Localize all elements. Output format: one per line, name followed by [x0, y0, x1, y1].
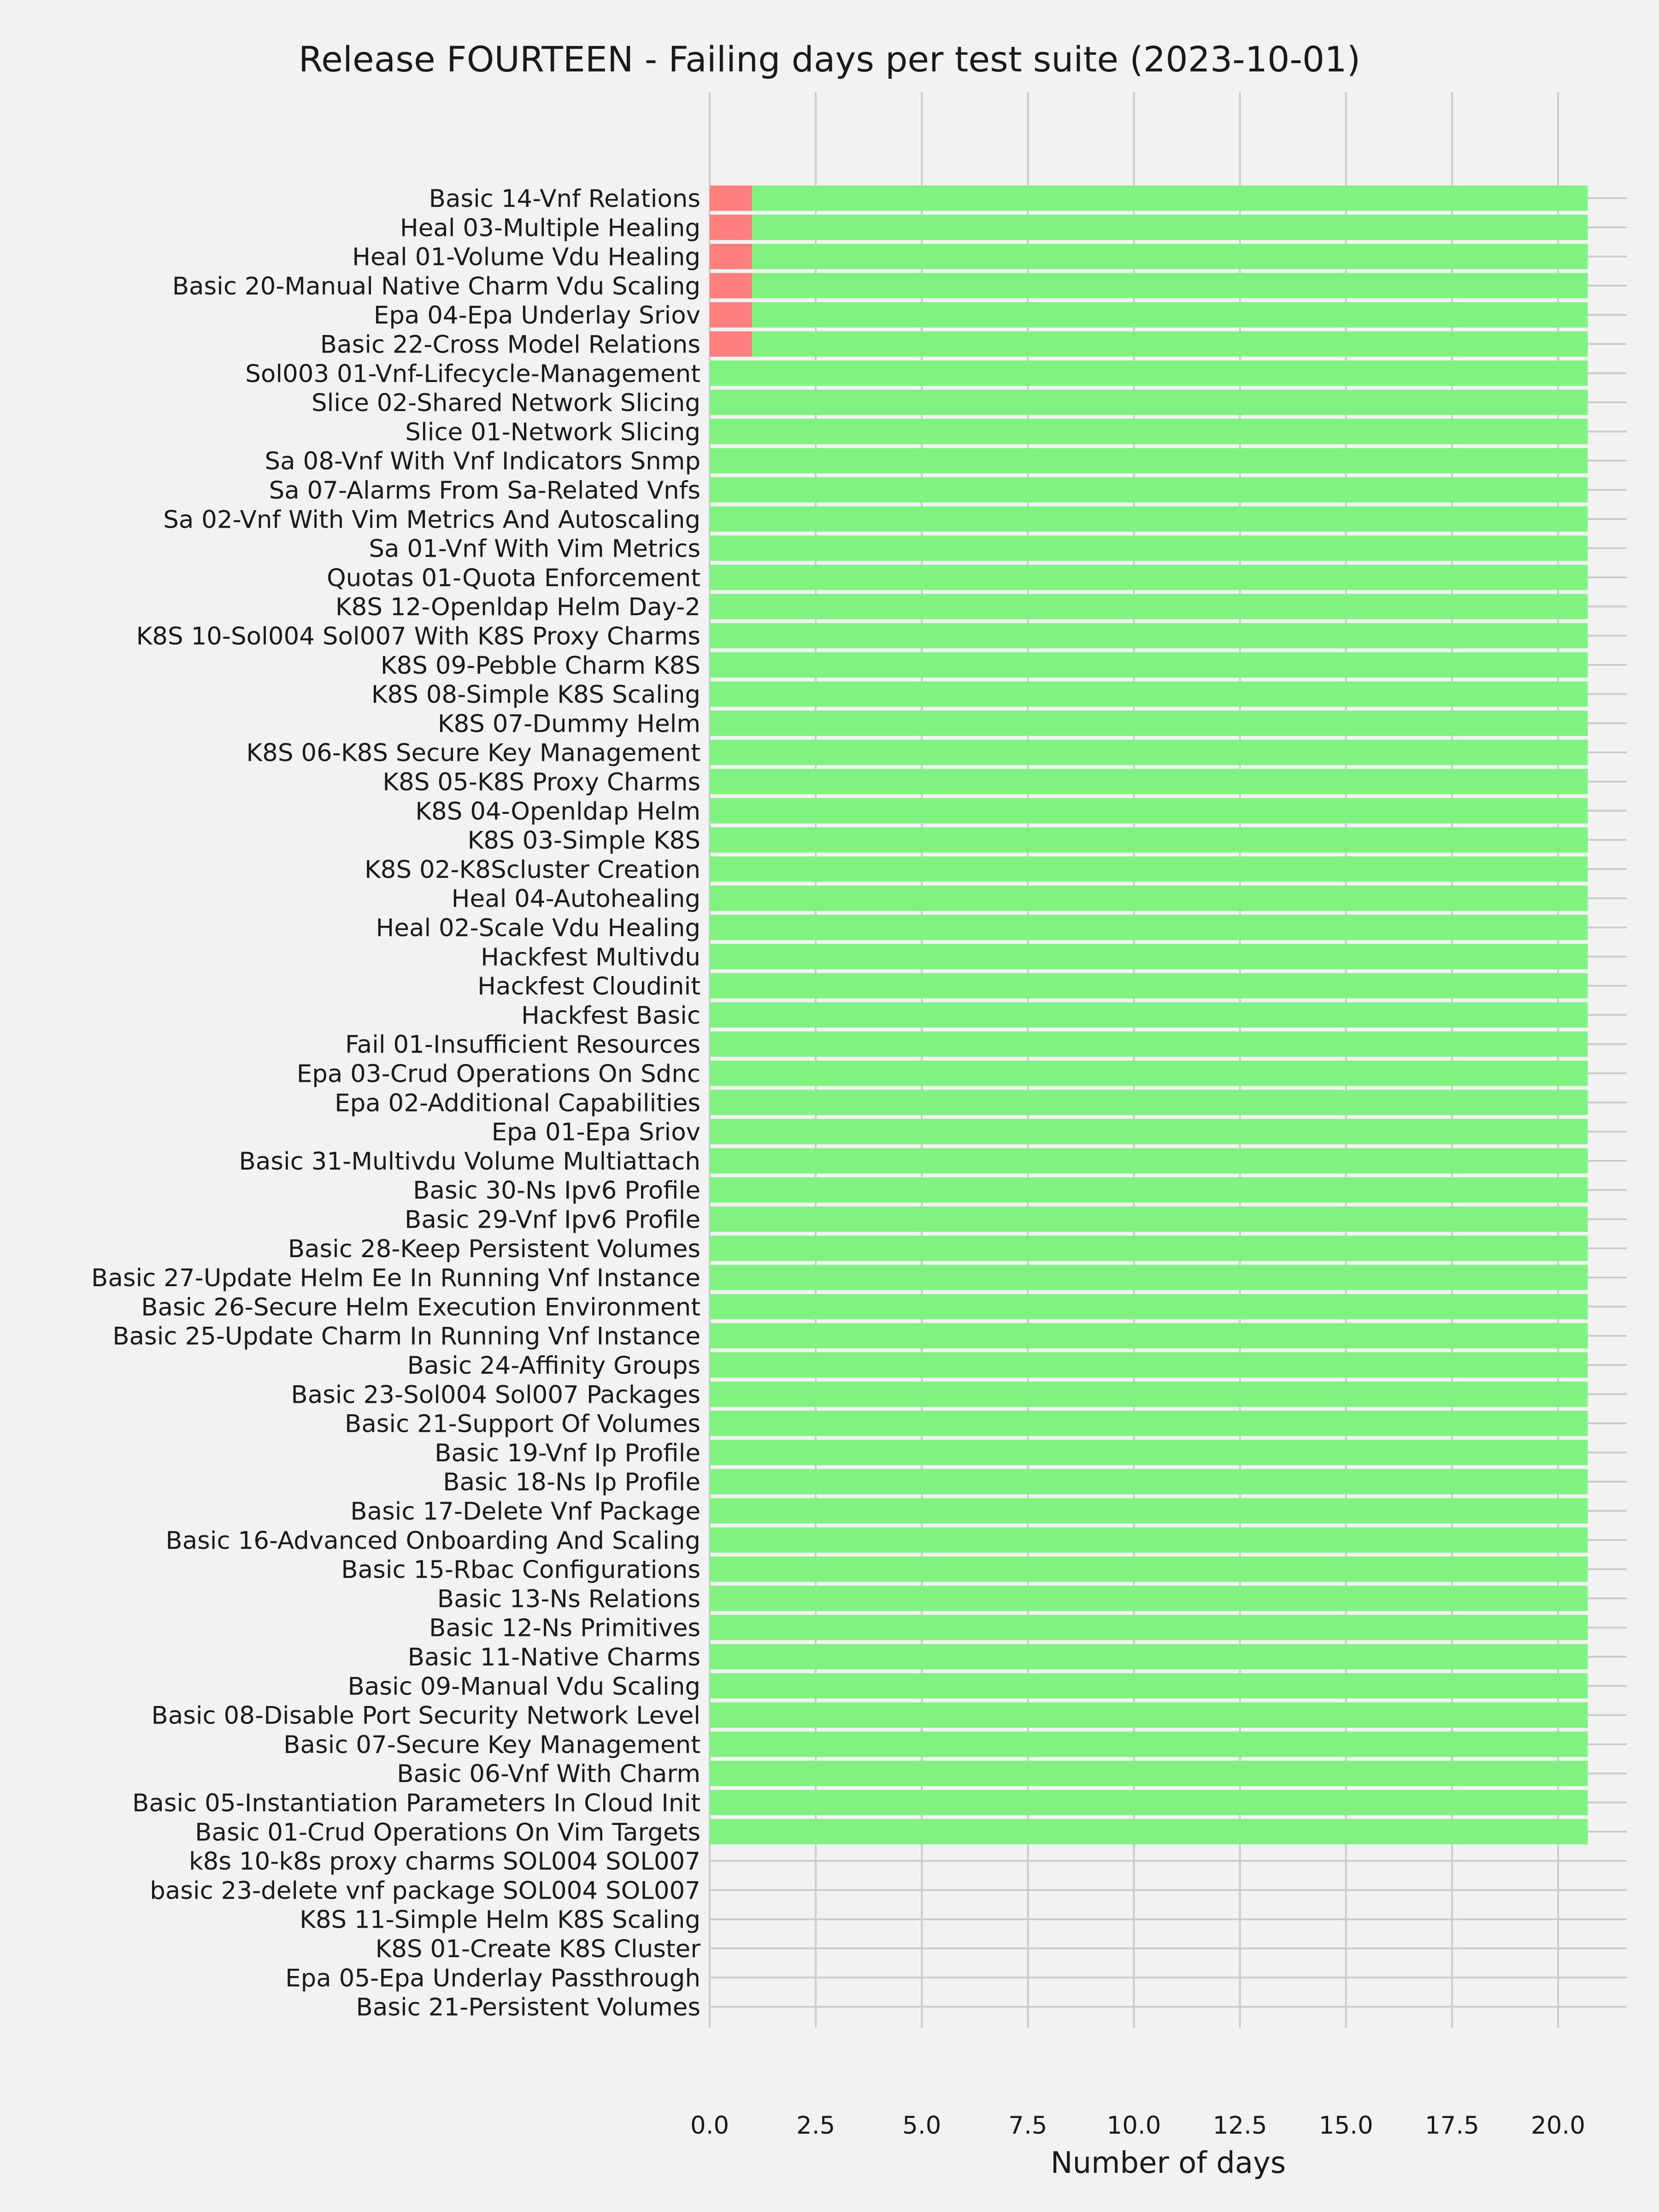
category-label: Hackfest Multivdu: [481, 943, 700, 971]
failing-days-bar: [710, 186, 752, 211]
category-label: K8S 09-Pebble Charm K8S: [380, 651, 700, 680]
category-label: Sa 02-Vnf With Vim Metrics And Autoscaling: [163, 506, 700, 534]
category-label: Heal 04-Autohealing: [451, 885, 700, 913]
passing-days-bar: [710, 419, 1588, 444]
failing-days-bar: [710, 273, 752, 298]
category-label: Basic 16-Advanced Onboarding And Scaling: [165, 1526, 700, 1555]
category-label: K8S 07-Dummy Helm: [437, 710, 700, 738]
passing-days-bar: [710, 1031, 1588, 1057]
passing-days-bar: [710, 1731, 1588, 1757]
category-label: Basic 09-Manual Vdu Scaling: [347, 1672, 700, 1701]
passing-days-bar: [710, 1644, 1588, 1670]
category-label: Basic 21-Support Of Volumes: [344, 1410, 700, 1438]
category-label: Heal 03-Multiple Healing: [400, 214, 700, 242]
x-tick-label: 7.5: [1008, 2112, 1047, 2140]
passing-days-bar: [710, 1235, 1588, 1261]
category-label: Hackfest Basic: [521, 1001, 700, 1030]
passing-days-bar: [710, 360, 1588, 386]
category-label: Sa 01-Vnf With Vim Metrics: [369, 535, 700, 563]
category-label: K8S 04-Openldap Helm: [415, 797, 700, 826]
category-label: K8S 10-Sol004 Sol007 With K8S Proxy Charms: [136, 622, 700, 651]
passing-days-bar: [710, 769, 1588, 794]
passing-days-bar: [710, 1119, 1588, 1144]
category-label: Slice 02-Shared Network Slicing: [311, 389, 700, 418]
passing-days-bar: [710, 915, 1588, 940]
category-label: Basic 26-Secure Helm Execution Environment: [141, 1293, 700, 1322]
failing-days-bar: [710, 331, 752, 357]
category-label: Sa 08-Vnf With Vnf Indicators Snmp: [265, 447, 700, 476]
category-label: K8S 11-Simple Helm K8S Scaling: [300, 1906, 700, 1934]
category-label: Heal 02-Scale Vdu Healing: [376, 914, 700, 942]
passing-days-bar: [710, 1294, 1588, 1319]
category-label: Basic 25-Update Charm In Running Vnf Instance: [112, 1322, 700, 1351]
x-tick-label: 2.5: [796, 2112, 835, 2140]
passing-days-bar: [710, 798, 1588, 824]
category-label: K8S 06-K8S Secure Key Management: [246, 739, 700, 767]
passing-days-bar: [710, 827, 1588, 853]
passing-days-bar: [710, 652, 1588, 677]
passing-days-bar: [710, 973, 1588, 999]
category-label: Basic 08-Disable Port Security Network Level: [151, 1701, 700, 1730]
category-label: Basic 27-Update Helm Ee In Running Vnf Instance: [91, 1264, 700, 1293]
x-axis-label: Number of days: [1050, 2146, 1286, 2180]
bars: [710, 186, 1588, 1845]
passing-days-bar: [710, 1819, 1588, 1844]
category-label: Basic 01-Crud Operations On Vim Targets: [195, 1818, 700, 1847]
category-label: Basic 17-Delete Vnf Package: [350, 1497, 700, 1526]
chart-title: Release FOURTEEN - Failing days per test suite (2023-10-01): [298, 39, 1361, 80]
passing-days-bar: [710, 1790, 1588, 1815]
x-tick-label: 17.5: [1424, 2112, 1479, 2140]
category-label: Basic 24-Affinity Groups: [407, 1352, 700, 1380]
category-label: Basic 23-Sol004 Sol007 Packages: [291, 1381, 700, 1409]
category-label: Basic 15-Rbac Configurations: [341, 1556, 700, 1584]
category-label: Epa 02-Additional Capabilities: [335, 1089, 700, 1118]
passing-days-bar: [710, 1761, 1588, 1786]
failing-days-bar: [710, 302, 752, 328]
category-label: Epa 01-Epa Sriov: [491, 1118, 700, 1147]
failing-days-bar: [710, 244, 752, 269]
passing-days-bar: [710, 1702, 1588, 1728]
category-label: Basic 13-Ns Relations: [437, 1585, 700, 1613]
category-label: Basic 28-Keep Persistent Volumes: [288, 1235, 700, 1263]
passing-days-bar: [710, 1090, 1588, 1115]
category-label: basic 23-delete vnf package SOL004 SOL007: [150, 1877, 700, 1905]
category-label: K8S 03-Simple K8S: [467, 826, 700, 855]
category-label: Basic 11-Native Charms: [407, 1643, 700, 1671]
category-label: Basic 12-Ns Primitives: [429, 1614, 700, 1642]
passing-days-bar: [710, 1323, 1588, 1348]
category-label: Basic 19-Vnf Ip Profile: [435, 1439, 700, 1467]
category-label: Basic 22-Cross Model Relations: [320, 330, 700, 359]
passing-days-bar: [710, 1469, 1588, 1494]
passing-days-bar: [710, 682, 1588, 707]
passing-days-bar: [710, 1557, 1588, 1582]
category-label: Basic 29-Vnf Ipv6 Profile: [405, 1206, 700, 1234]
category-label: Sa 07-Alarms From Sa-Related Vnfs: [269, 477, 700, 505]
passing-days-bar: [710, 1498, 1588, 1524]
passing-days-bar: [710, 1382, 1588, 1407]
passing-days-bar: [710, 856, 1588, 882]
category-label: Heal 01-Volume Vdu Healing: [352, 243, 700, 271]
category-label: Sol003 01-Vnf-Lifecycle-Management: [245, 359, 700, 388]
category-label: Epa 03-Crud Operations On Sdnc: [296, 1060, 700, 1088]
passing-days-bar: [710, 1148, 1588, 1173]
passing-days-bar: [710, 623, 1588, 648]
passing-days-bar: [752, 215, 1588, 240]
passing-days-bar: [710, 1411, 1588, 1436]
category-label: Basic 21-Persistent Volumes: [356, 1993, 700, 2022]
passing-days-bar: [710, 1615, 1588, 1640]
failing-days-bar: [710, 215, 752, 240]
passing-days-bar: [710, 1061, 1588, 1086]
passing-days-bar: [710, 390, 1588, 415]
passing-days-bar: [710, 886, 1588, 911]
x-tick-label: 5.0: [902, 2112, 941, 2140]
category-label: k8s 10-k8s proxy charms SOL004 SOL007: [188, 1847, 700, 1876]
passing-days-bar: [710, 565, 1588, 590]
category-label: Basic 06-Vnf With Charm: [397, 1760, 700, 1788]
passing-days-bar: [752, 186, 1588, 211]
x-tick-label: 20.0: [1530, 2112, 1586, 2140]
passing-days-bar: [710, 1177, 1588, 1203]
passing-days-bar: [752, 244, 1588, 269]
x-tick-label: 0.0: [690, 2112, 729, 2140]
category-label: Basic 18-Ns Ip Profile: [443, 1468, 700, 1497]
passing-days-bar: [710, 1527, 1588, 1553]
passing-days-bar: [752, 331, 1588, 357]
category-label: Basic 14-Vnf Relations: [429, 185, 700, 213]
category-label: Epa 04-Epa Underlay Sriov: [373, 301, 700, 330]
category-label: Basic 30-Ns Ipv6 Profile: [413, 1177, 700, 1205]
category-label: Fail 01-Insufficient Resources: [345, 1030, 700, 1059]
passing-days-bar: [710, 1673, 1588, 1699]
passing-days-bar: [710, 594, 1588, 619]
category-label: Basic 05-Instantiation Parameters In Cloud Init: [132, 1789, 700, 1818]
passing-days-bar: [710, 711, 1588, 736]
category-label: K8S 05-K8S Proxy Charms: [382, 768, 700, 796]
category-label: Basic 07-Secure Key Management: [283, 1730, 700, 1759]
passing-days-bar: [752, 273, 1588, 298]
passing-days-bar: [710, 506, 1588, 532]
category-label: Quotas 01-Quota Enforcement: [327, 564, 700, 592]
passing-days-bar: [710, 477, 1588, 503]
category-label: K8S 02-K8Scluster Creation: [365, 855, 700, 884]
category-label: Basic 20-Manual Native Charm Vdu Scaling: [172, 272, 700, 300]
passing-days-bar: [710, 1206, 1588, 1232]
category-label: Slice 01-Network Slicing: [405, 418, 700, 447]
passing-days-bar: [710, 740, 1588, 765]
passing-days-bar: [710, 1353, 1588, 1378]
passing-days-bar: [752, 302, 1588, 328]
category-label: Basic 31-Multivdu Volume Multiattach: [239, 1147, 700, 1176]
x-tick-label: 12.5: [1212, 2112, 1267, 2140]
passing-days-bar: [710, 448, 1588, 473]
category-label: K8S 12-Openldap Helm Day-2: [335, 593, 700, 622]
x-tick-labels: [690, 2112, 1585, 2140]
passing-days-bar: [710, 535, 1588, 561]
passing-days-bar: [710, 1265, 1588, 1290]
category-label: K8S 08-Simple K8S Scaling: [371, 681, 700, 709]
x-tick-label: 15.0: [1318, 2112, 1373, 2140]
x-tick-label: 10.0: [1106, 2112, 1161, 2140]
passing-days-bar: [710, 1586, 1588, 1611]
category-label: Hackfest Cloudinit: [477, 972, 700, 1001]
passing-days-bar: [710, 1440, 1588, 1465]
category-label: Epa 05-Epa Underlay Passthrough: [285, 1964, 700, 1993]
passing-days-bar: [710, 1002, 1588, 1028]
passing-days-bar: [710, 944, 1588, 969]
category-label: K8S 01-Create K8S Cluster: [375, 1935, 700, 1963]
